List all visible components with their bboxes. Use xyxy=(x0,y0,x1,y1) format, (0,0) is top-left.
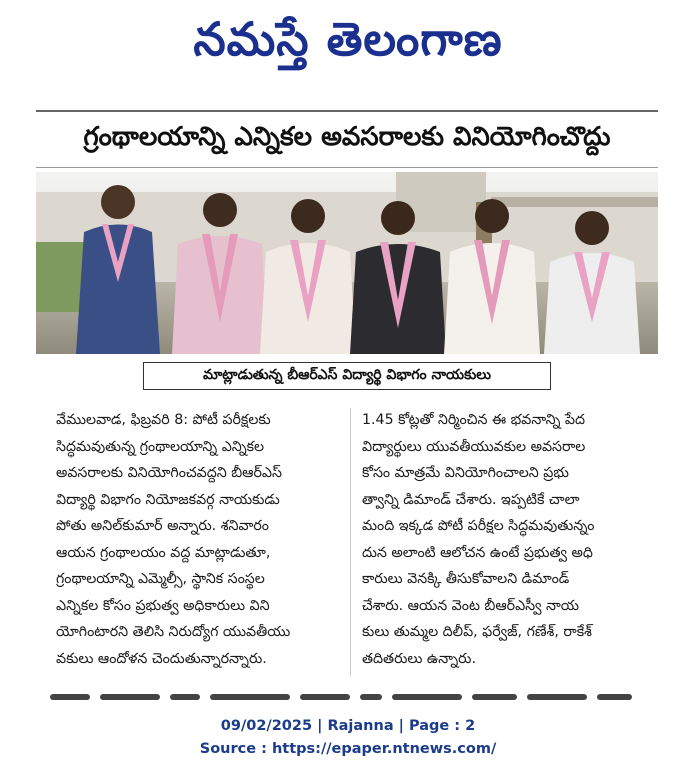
body-line: గ్రంథాలయాన్ని ఎమ్మెల్సీ, స్థానిక సంస్థల xyxy=(56,571,265,587)
photo-caption: మాట్లాడుతున్న బీఆర్ఎస్ విద్యార్థి విభాగం నాయకులు xyxy=(202,366,491,383)
body-line: ఆయన గ్రంథాలయం వద్ద మాట్లాడుతూ, xyxy=(56,544,271,561)
body-line: సిద్ధమవుతున్న గ్రంథాలయాన్ని ఎన్నికల xyxy=(56,438,265,455)
body-line: మంది ఇక్కడ పోటీ పరీక్షల సిద్ధమవుతున్నం xyxy=(362,518,595,534)
body-line: వేములవాడ, ఫిబ్రవరి 8: పోటీ పరీక్షలకు xyxy=(56,412,271,428)
newspaper-masthead: నమస్తే తెలంగాణ xyxy=(193,12,503,66)
body-line: అవసరాలకు వినియోగించవద్దని బీఆర్ఎస్ xyxy=(56,465,282,481)
body-line: వకులు ఆందోళన చెందుతున్నారన్నారు. xyxy=(56,650,267,667)
body-line: విద్యార్థి విభాగం నియోజకవర్గ నాయకుడు xyxy=(56,491,280,508)
body-line: పోతు అనిల్‌కుమార్ అన్నారు. శనివారం xyxy=(56,518,269,534)
body-line: విద్యార్థులు యువతీయువకుల అవసరాల xyxy=(362,438,586,455)
photo-caption-box xyxy=(143,362,551,390)
footer-source-line: Source : https://epaper.ntnews.com/ xyxy=(199,741,497,757)
cropped-text-fragment xyxy=(50,690,650,704)
body-line: తదితరులు ఉన్నారు. xyxy=(362,650,476,667)
article-photo xyxy=(36,172,658,354)
body-line: చేశారు. ఆయన వెంట బీఆర్ఎస్వీ నాయ xyxy=(362,597,579,614)
body-line: దున అలాంటి ఆలోచన ఉంటే ప్రభుత్వ అధి xyxy=(362,544,593,561)
group-photo-illustration xyxy=(36,172,658,354)
article-body-left-column xyxy=(56,407,346,672)
headline-box xyxy=(36,110,658,168)
body-line: కోసం మాత్రమే వినియోగించాలని ప్రభు xyxy=(362,465,569,481)
body-line: త్వాన్ని డిమాండ్ చేశారు. ఇప్పటికే చాలా xyxy=(362,491,580,508)
footer-date-line: 09/02/2025 | Rajanna | Page : 2 xyxy=(220,718,476,734)
body-line: కులు తుమ్మల దిలీప్, ఫర్వేజ్, గణేశ్, రాకేశ్ xyxy=(362,624,592,640)
column-divider xyxy=(350,408,351,676)
article-headline: గ్రంథాలయాన్ని ఎన్నికల అవసరాలకు వినియోగించొద్దు xyxy=(83,121,611,152)
body-line: కారులు వెనక్కి తీసుకోవాలని డిమాండ్ xyxy=(362,571,570,587)
body-line: 1.45 కోట్లతో నిర్మించిన ఈ భవనాన్ని పేద xyxy=(362,412,586,428)
body-line: యోగింటారని తెలిసి నిరుద్యోగ యువతీయు xyxy=(56,624,291,640)
body-line: ఎన్నికల కోసం ప్రభుత్వ అధికారులు విని xyxy=(56,597,270,614)
article-body-right-column xyxy=(362,407,652,672)
